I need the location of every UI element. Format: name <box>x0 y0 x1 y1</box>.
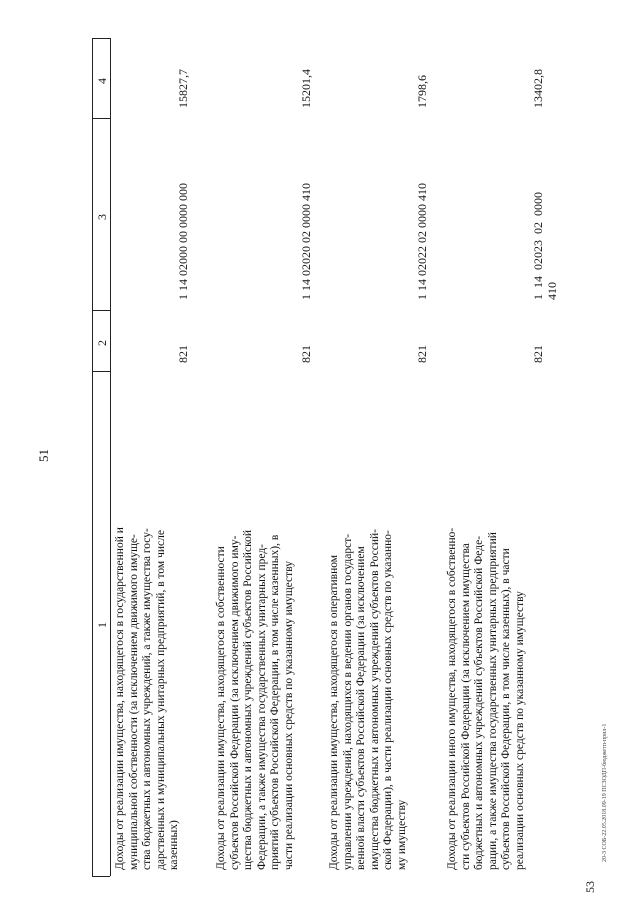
row-admin-code: 821 <box>299 345 313 363</box>
document-code: 20-3 СОБ-22.05.2018.09-19 ПСЗОДП-бюджетп-прил-1 <box>602 723 608 862</box>
col-header-3: 3 <box>95 214 109 220</box>
row-amount: 15201,4 <box>299 69 313 108</box>
col-header-4: 4 <box>95 78 109 84</box>
col-header-1: 1 <box>95 622 109 628</box>
row-admin-code: 821 <box>415 345 429 363</box>
table-border-bottom <box>92 876 110 877</box>
table-border-left <box>92 38 93 876</box>
row-kbk-code: 1 14 02000 00 0000 000 <box>176 183 190 300</box>
row-amount: 13402,8 <box>531 69 545 108</box>
row-kbk-code: 1 14 02020 02 0000 410 <box>299 183 313 300</box>
col-sep-2 <box>92 371 110 372</box>
row-admin-code: 821 <box>176 345 190 363</box>
row-description: Доходы от реализации иного имущества, находящегося в собственно- сти субъектов Российской Федерации (за исключением имущества бюджетных и автономных учреждений субъектов Российской Феде- рации, а также имущества государственных унитарных предприятий субъектов Российской Федерации, в том числе казенных), в части реализации основных средств по указанному имуществу <box>446 527 526 870</box>
row-description: Доходы от реализации имущества, находящегося в оперативном управлении учреждений, находящихся в ведении органов государст- венной власти субъектов Российской Федерации (за исключением имущества бюджетных и автономных учреждений субъектов Россий- ской Федерации), в части реализации основных средств по указанно- му имуществу <box>328 529 408 870</box>
col-sep-3 <box>92 310 110 311</box>
row-description: Доходы от реализации имущества, находящегося в собственности субъектов Российской Федерации (за исключением движимого иму- щества бюджетных и автономных учреждений субъектов Российской Федерации, а также имущества государственных унитарных пред- приятий субъектов Российской Федерации, в том числе казенных), в части реализации основных средств по указанному имуществу <box>215 530 295 870</box>
page-number: 51 <box>36 449 51 462</box>
table-border-top <box>92 38 110 39</box>
row-kbk-code: 1 14 02022 02 0000 410 <box>415 183 429 300</box>
row-amount: 1798,6 <box>415 75 429 108</box>
row-amount: 15827,7 <box>176 69 190 108</box>
row-description: Доходы от реализации имущества, находящегося в государственной и муниципальной собственности (за исключением движимого имуще- ства бюджетных и автономных учреждений, а также имущества госу- дарственных и муниципальных унитарных предприятий, в том числе казенных) <box>114 527 181 870</box>
header-divider <box>110 38 111 876</box>
col-sep-4 <box>92 118 110 119</box>
sheet-number: 53 <box>583 881 597 893</box>
row-admin-code: 821 <box>531 345 545 363</box>
col-header-2: 2 <box>95 340 109 346</box>
row-kbk-code: 1 14 02023 02 0000 410 <box>531 192 559 300</box>
